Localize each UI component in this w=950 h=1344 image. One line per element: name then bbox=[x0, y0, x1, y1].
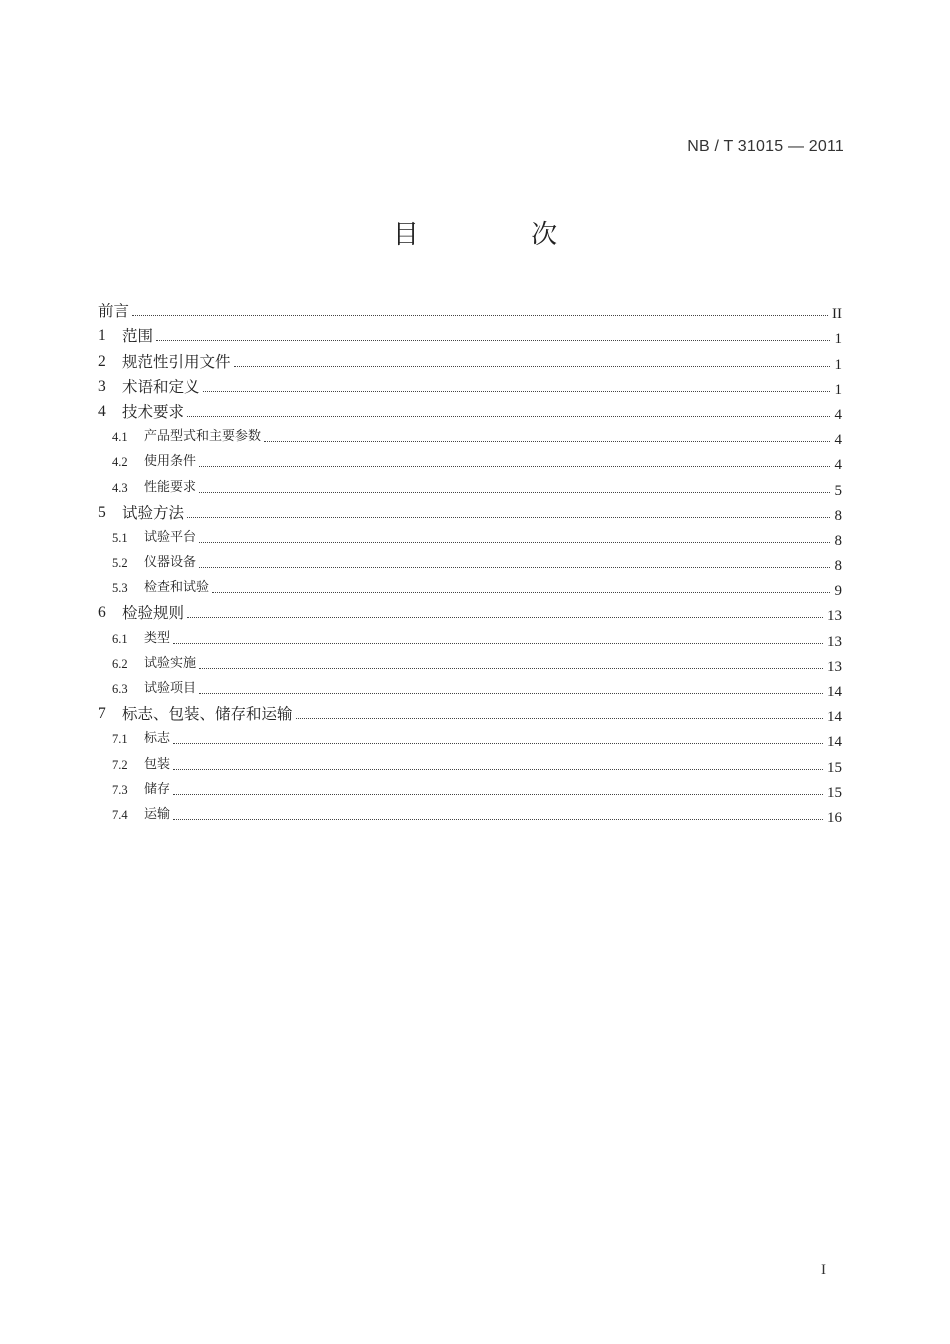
toc-entry-label: 标志 bbox=[144, 731, 171, 747]
toc-entry-2[interactable] bbox=[98, 346, 842, 371]
dot-leader bbox=[234, 365, 830, 367]
toc-entry-4-2[interactable] bbox=[98, 447, 842, 472]
toc-entry-page: 15 bbox=[827, 784, 842, 801]
toc-entry-page: 4 bbox=[834, 432, 842, 449]
toc-entry-5[interactable] bbox=[98, 498, 842, 523]
toc-entry-label: 检查和试验 bbox=[144, 580, 210, 596]
toc-entry-label: 前言 bbox=[98, 302, 130, 321]
toc-entry-7[interactable] bbox=[98, 699, 842, 724]
toc-entry-number: 7.4 bbox=[112, 807, 128, 822]
toc-entry-label: 规范性引用文件 bbox=[122, 352, 231, 371]
toc-entry-number: 7 bbox=[98, 705, 106, 723]
toc-entry-label: 运输 bbox=[144, 806, 171, 822]
toc-entry-number: 7.3 bbox=[112, 782, 128, 797]
toc-entry-number: 5.1 bbox=[112, 530, 128, 545]
dot-leader bbox=[199, 667, 823, 669]
toc-entry-page: 14 bbox=[827, 734, 842, 751]
toc-entry-number: 3 bbox=[98, 377, 106, 395]
toc-entry-7-4[interactable] bbox=[98, 800, 842, 825]
toc-entry-7-3[interactable] bbox=[98, 775, 842, 800]
toc-entry-page: 14 bbox=[827, 709, 842, 726]
dot-leader bbox=[199, 491, 830, 493]
dot-leader bbox=[212, 591, 830, 593]
toc-entry-label: 产品型式和主要参数 bbox=[144, 429, 262, 445]
dot-leader bbox=[132, 314, 828, 316]
toc-entry-number: 1 bbox=[98, 327, 106, 345]
dot-leader bbox=[187, 516, 830, 518]
dot-leader bbox=[173, 793, 823, 795]
toc-entry-label: 范围 bbox=[122, 327, 154, 346]
toc-entry-page: 8 bbox=[834, 507, 842, 524]
dot-leader bbox=[173, 818, 823, 820]
dot-leader bbox=[203, 390, 830, 392]
toc-entry-page: 4 bbox=[834, 457, 842, 474]
toc-entry-1[interactable] bbox=[98, 321, 842, 346]
toc-entry-page: 15 bbox=[827, 759, 842, 776]
dot-leader bbox=[173, 742, 823, 744]
toc-entry-number: 5 bbox=[98, 503, 106, 521]
toc-entry-page: 13 bbox=[827, 608, 842, 625]
toc-entry-4-3[interactable] bbox=[98, 472, 842, 497]
toc-entry-6-2[interactable] bbox=[98, 649, 842, 674]
toc-entry-label: 标志、包装、储存和运输 bbox=[122, 705, 293, 724]
page-title: 目 次 bbox=[392, 220, 610, 250]
toc-entry-number: 5.3 bbox=[112, 581, 128, 596]
toc-entry-label: 试验项目 bbox=[144, 681, 197, 696]
toc-entry-page: 9 bbox=[834, 583, 842, 600]
page-number: I bbox=[821, 1262, 826, 1278]
toc-entry-number: 4 bbox=[98, 402, 106, 420]
toc-entry-page: II bbox=[832, 306, 842, 323]
toc-entry-number: 6.1 bbox=[112, 631, 128, 646]
dot-leader bbox=[199, 465, 830, 467]
toc-entry-number: 6.2 bbox=[112, 656, 128, 671]
toc-entry-label: 储存 bbox=[144, 781, 171, 797]
toc-entry-5-1[interactable] bbox=[98, 523, 842, 548]
toc-entry-number: 4.1 bbox=[112, 430, 128, 445]
dot-leader bbox=[156, 339, 830, 341]
toc-entry-page: 1 bbox=[834, 356, 842, 373]
dot-leader bbox=[199, 566, 830, 568]
toc-entry-number: 6.3 bbox=[112, 682, 128, 696]
standard-number: NB / T 31015 — 2011 bbox=[687, 138, 844, 155]
dot-leader bbox=[199, 692, 823, 694]
toc-entry-page: 5 bbox=[834, 482, 842, 499]
toc-entry-label: 试验实施 bbox=[144, 655, 197, 671]
dot-leader bbox=[187, 616, 823, 618]
toc-entry-label: 试验方法 bbox=[122, 503, 185, 522]
toc-entry-label: 使用条件 bbox=[144, 454, 197, 470]
toc-entry-number: 6 bbox=[98, 604, 106, 622]
toc-entry-page: 4 bbox=[834, 406, 842, 423]
toc-entry-3[interactable] bbox=[98, 372, 842, 397]
toc-entry-page: 8 bbox=[834, 532, 842, 549]
toc-entry-page: 16 bbox=[827, 809, 842, 826]
table-of-contents bbox=[98, 296, 842, 825]
toc-entry-number: 5.2 bbox=[112, 556, 128, 571]
toc-entry-page: 1 bbox=[834, 381, 842, 398]
toc-entry-page: 1 bbox=[834, 331, 842, 348]
toc-entry-page: 13 bbox=[827, 658, 842, 675]
toc-entry-foreword[interactable] bbox=[98, 296, 842, 321]
dot-leader bbox=[296, 717, 823, 719]
dot-leader bbox=[173, 768, 823, 770]
toc-entry-number: 7.2 bbox=[112, 757, 128, 772]
toc-entry-7-1[interactable] bbox=[98, 724, 842, 749]
toc-entry-label: 术语和定义 bbox=[122, 377, 200, 396]
dot-leader bbox=[187, 415, 830, 417]
toc-entry-page: 14 bbox=[827, 684, 842, 700]
toc-entry-page: 13 bbox=[827, 633, 842, 650]
dot-leader bbox=[173, 642, 823, 644]
toc-entry-7-2[interactable] bbox=[98, 749, 842, 774]
toc-entry-6-1[interactable] bbox=[98, 623, 842, 648]
toc-entry-4-1[interactable] bbox=[98, 422, 842, 447]
toc-entry-page: 8 bbox=[834, 558, 842, 575]
toc-entry-6[interactable] bbox=[98, 598, 842, 623]
toc-entry-5-2[interactable] bbox=[98, 548, 842, 573]
toc-entry-6-3[interactable] bbox=[98, 674, 842, 699]
dot-leader bbox=[199, 541, 830, 543]
toc-entry-4[interactable] bbox=[98, 397, 842, 422]
toc-entry-5-3[interactable] bbox=[98, 573, 842, 598]
toc-entry-label: 试验平台 bbox=[144, 529, 197, 545]
toc-entry-number: 4.3 bbox=[112, 480, 128, 495]
toc-entry-number: 4.2 bbox=[112, 455, 128, 470]
toc-entry-label: 性能要求 bbox=[144, 479, 197, 495]
toc-entry-label: 类型 bbox=[144, 630, 171, 646]
toc-entry-label: 技术要求 bbox=[122, 402, 185, 421]
toc-entry-label: 仪器设备 bbox=[144, 555, 197, 571]
toc-entry-number: 2 bbox=[98, 352, 106, 370]
dot-leader bbox=[264, 440, 830, 442]
toc-entry-number: 7.1 bbox=[112, 732, 128, 747]
toc-entry-label: 检验规则 bbox=[122, 604, 185, 623]
toc-entry-label: 包装 bbox=[144, 756, 171, 772]
